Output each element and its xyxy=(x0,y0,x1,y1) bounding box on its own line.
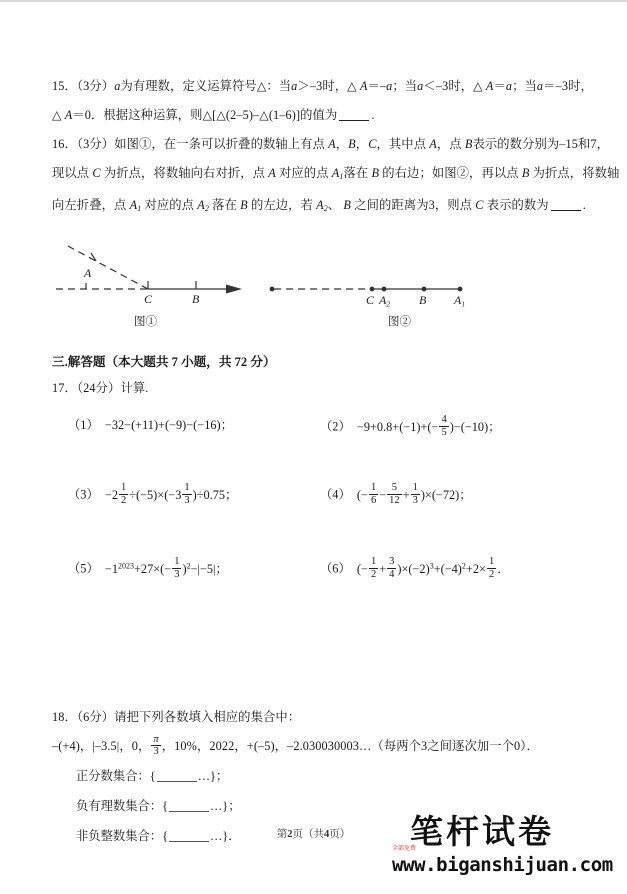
q18-set-close-3: …}． xyxy=(210,829,241,844)
fig2-label-A2: $A_2$ xyxy=(379,293,391,309)
fig1-label-B: B xyxy=(192,292,200,307)
q18-prompt: 请把下列各数填入相应的集合中： xyxy=(114,710,301,725)
q17-label-4: （4） xyxy=(320,488,351,503)
q15-var-a: a xyxy=(114,79,121,93)
q16-text-3a: 向左折叠，点 xyxy=(52,198,127,213)
q18-number: 18． xyxy=(52,710,77,725)
q18-set-close-2: …}； xyxy=(210,799,241,814)
q15-text-8: ＝–3时， xyxy=(543,79,593,93)
q16-text-1b: ，其中点 xyxy=(376,137,427,151)
q16-text-2e: 的右边；如图②，再以点 xyxy=(382,166,519,180)
q16-text-1c: ，点 xyxy=(436,137,462,151)
q16-text-2c: 对应的点 xyxy=(279,166,329,180)
q17-number: 17． xyxy=(52,381,77,396)
q17-expr-6: (− $\frac{1}{2}$ + $\frac{3}{4}$ )$\times(-2)^3+(-4)^2+2\times$ $\frac{1}{2}$ ． xyxy=(353,556,510,580)
q16-text-2b: 为折点，将数轴向右对折，点 xyxy=(103,166,266,180)
q15-points: （3分） xyxy=(76,79,115,93)
question-18-numbers xyxy=(52,732,582,761)
footer-page-prefix: 第 xyxy=(276,829,288,840)
q18-numbers-prefix: –(+4)，|–3.5|，0， xyxy=(52,739,151,754)
q15-number: 15． xyxy=(52,79,77,93)
figures-row xyxy=(52,237,582,345)
watermark-brand-cn: 笔杆试卷 xyxy=(410,812,554,851)
fig1-axis-arrowhead xyxy=(226,285,242,294)
q17-expr-4: (− $\frac{1}{6}$ − $\frac{5}{12}$ + $\frac{1}{3}$ )×(−72)； xyxy=(353,482,472,506)
q15-answer-blank[interactable] xyxy=(339,120,369,121)
q17-item-1 xyxy=(68,415,233,433)
q17-item-2 xyxy=(320,415,500,439)
q18-pi-over-3: $\frac{\pi}{3}$ xyxy=(153,733,159,758)
q17-label-6: （6） xyxy=(320,562,351,577)
fig2-label-B: B xyxy=(419,293,427,308)
q18-points: （6分） xyxy=(76,710,115,725)
q15-text-3: ＝– xyxy=(367,79,387,93)
q15-text-2: ＞–3时，△ xyxy=(297,79,357,93)
q18-set-label-3: 非负整数集合： xyxy=(76,829,163,844)
q17-prompt: 计算. xyxy=(120,381,149,396)
q15-text-4: ；当 xyxy=(392,79,418,93)
q15-text-1: 为有理数，定义运算符号△：当 xyxy=(120,79,292,93)
question-16-line-2: 现以点 C 为折点，将数轴向右对折，点 A 对应的点 $A_1$落在 B 的右边；如图②，再以点 B 为折点，将数轴 xyxy=(52,166,620,182)
q17-label-1: （1） xyxy=(68,418,99,433)
question-15 xyxy=(52,72,593,130)
q16-text-2d: 落在 xyxy=(343,166,369,180)
q17-points: （24分） xyxy=(76,381,121,396)
q16-text-3g: 表示的数为 xyxy=(486,198,549,213)
q15-line2-text: ＝0．根据这种运算，则△[△(2–5)–△(1–6)]的值为 xyxy=(72,108,338,122)
q16-text-2a: 现以点 xyxy=(52,166,90,180)
question-17-header xyxy=(52,375,582,401)
section-heading-3: 三.解答题（本大题共 7 小题，共 72 分） xyxy=(52,355,276,370)
footer-page-total: 4 xyxy=(324,829,330,840)
fig2-dot-B xyxy=(422,287,427,292)
q17-expr-3: −2 $\frac{1}{2}$ ÷(−5)×(−3 $\frac{1}{3}$ )÷0.75； xyxy=(101,482,238,506)
watermark-logo xyxy=(392,812,612,886)
q16-text-3d: 的左边，若 xyxy=(250,198,313,213)
q16-answer-blank[interactable] xyxy=(551,210,581,211)
figure-2-caption: 图② xyxy=(388,316,411,329)
question-16-line-3: 向左折叠，点 $A_1$ 对应的点 $A_2$ 落在 B 的左边，若 $A_2$、 B 之间的距离为3，则点 C 表示的数为 . xyxy=(52,198,586,214)
q17-item-5 xyxy=(68,557,228,581)
q18-set-close-1: …}； xyxy=(197,769,229,784)
q16-text-3f: 之间的距离为3，则点 xyxy=(354,198,473,213)
q15-text-5: ＜–3时，△ xyxy=(423,79,483,93)
q15-text-6: ＝ xyxy=(493,79,506,93)
fig1-label-C: C xyxy=(144,292,153,307)
q18-set-label-2: 负有理数集合： xyxy=(76,799,163,814)
q16-text-3e: 、 xyxy=(327,198,341,213)
q16-number: 16． xyxy=(52,137,77,151)
q18-set-blank-2[interactable] xyxy=(169,811,209,812)
q18-set-blank-3[interactable] xyxy=(169,841,209,842)
question-16 xyxy=(52,130,620,223)
q18-set-line-positive-fraction xyxy=(52,761,582,791)
question-16-line-1: 16．（3分）如图①，在一条可以折叠的数轴上有点 A，B，C，其中点 A，点 B表示的数分别为–15和7， xyxy=(52,137,610,151)
q17-item-6 xyxy=(320,557,510,581)
q17-label-2: （2） xyxy=(320,420,351,435)
q16-text-1d: 表示的数分别为–15和7， xyxy=(472,137,610,151)
q17-expr-1: −32−(+11)+(−9)−(−16)； xyxy=(101,418,233,433)
q18-numbers-suffix: ，10%，2022，+(–5)，–2.030030003…（每两个3之间逐次加一个0）． xyxy=(161,739,539,754)
q17-expr-5: $-1^{2023}+27\times(-$ $\frac{1}{3}$ )$^2$−|−5|； xyxy=(101,556,228,580)
watermark-free-badge: 全部免费 xyxy=(392,845,417,852)
q16-text-3end: . xyxy=(582,198,586,213)
footer-page-current: 2 xyxy=(287,829,293,840)
q18-set-open-3: { xyxy=(162,829,168,844)
q17-expr-2: −9+0.8+(−1)+(− $\frac{4}{5}$ )−(−10)； xyxy=(353,414,501,438)
q16-points: （3分） xyxy=(76,137,115,151)
page-content xyxy=(52,72,620,851)
q18-set-open-1: { xyxy=(149,769,156,784)
watermark-url: www.biganshijuan.com xyxy=(392,854,613,876)
q17-item-4 xyxy=(320,483,472,507)
fig2-label-C: C xyxy=(366,293,375,308)
q16-text-2f: 为折点，将数轴 xyxy=(532,166,620,180)
q15-text-7: ；当 xyxy=(512,79,537,93)
q18-set-blank-1[interactable] xyxy=(157,781,197,782)
q16-text-1: 如图①，在一条可以折叠的数轴上有点 xyxy=(114,137,325,151)
fig2-dot-A2 xyxy=(382,287,387,292)
figure-1-number-line xyxy=(48,237,298,323)
q17-label-5: （5） xyxy=(68,562,99,577)
q18-set-open-2: { xyxy=(162,799,168,814)
footer-page-suffix: 页） xyxy=(329,829,351,840)
q15-line2-end: . xyxy=(371,108,375,122)
q15-line2-tri: △ xyxy=(52,108,62,122)
q16-text-3b: 对应的点 xyxy=(144,198,195,213)
question-17-items xyxy=(52,405,582,605)
footer-page-mid: 页（共 xyxy=(292,829,324,840)
q18-set-label-1: 正分数集合： xyxy=(76,769,150,784)
fig2-dot-A1 xyxy=(458,287,463,292)
fig2-dot-C xyxy=(370,287,375,292)
q17-item-3 xyxy=(68,483,237,507)
question-15-line-2: △ A＝0．根据这种运算，则△[△(2–5)–△(1–6)]的值为 . xyxy=(52,108,375,122)
fig1-label-A: A xyxy=(84,266,92,281)
fig2-dot-left-end xyxy=(270,287,275,292)
figure-2-number-line xyxy=(264,237,524,323)
fig1-folded-ray xyxy=(66,245,148,289)
question-18-header xyxy=(52,703,582,732)
q17-label-3: （3） xyxy=(68,488,99,503)
fig2-label-A1: $A_1$ xyxy=(454,293,466,309)
figure-1-caption: 图① xyxy=(134,316,157,329)
q16-text-3c: 落在 xyxy=(212,198,237,213)
question-15-line-1: 15．（3分）a为有理数，定义运算符号△：当a＞–3时，△ A＝–a；当a＜–3时，△ A＝a；当a＝–3时， xyxy=(52,79,593,93)
